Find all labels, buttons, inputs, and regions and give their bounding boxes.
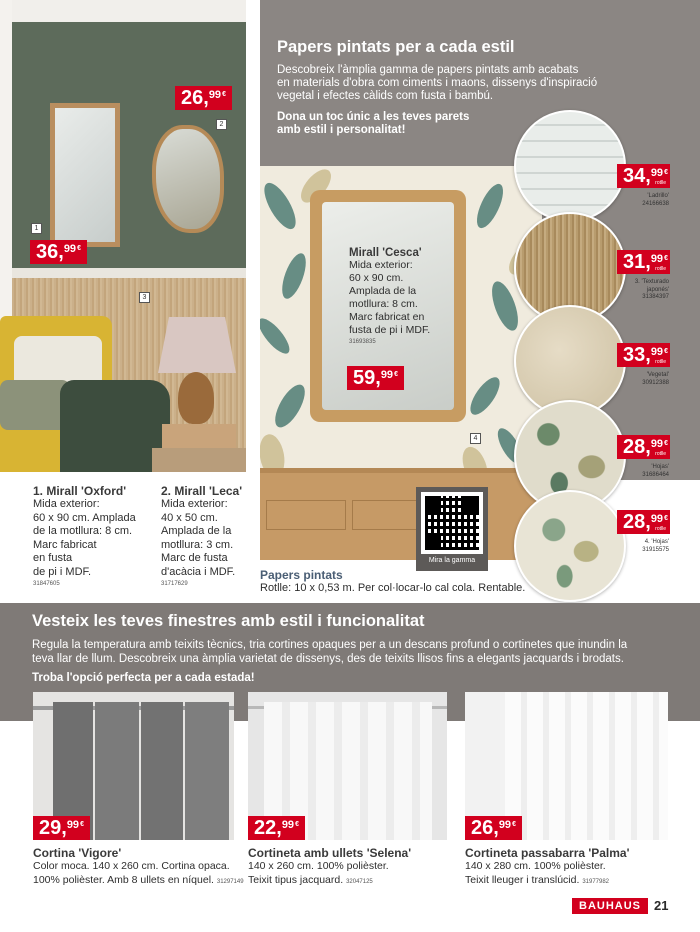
product-cesca-title: Mirall 'Cesca' <box>349 247 422 259</box>
product-palma-title: Cortineta passabarra 'Palma' <box>465 846 630 860</box>
curtains-tagline: Troba l'opció perfecta per a cada estada! <box>32 672 255 684</box>
price-tag-ladrillo: 34, 99 € rotlle <box>617 164 670 188</box>
wallpaper-intro: Descobreix l'àmplia gamma de papers pintats amb acabats en materials d'obra com ciments i maons, dissenys d'inspiració vegetal i efectes càlids com fusta i bambú. <box>277 64 598 102</box>
product-leca-ref: 31717629 <box>161 581 188 587</box>
swatch-label-hojas-4: 4. 'Hojas' 31915575 <box>642 539 669 553</box>
product-vigore-title: Cortina 'Vigore' <box>33 846 122 860</box>
product-selena <box>248 846 463 889</box>
price-tag-cesca: 59, 99 € <box>347 366 404 390</box>
page-number: 21 <box>654 898 669 913</box>
product-leca-text: Mida exterior: 40 x 50 cm. Amplada de la motllura: 3 cm. Marc de fusta d'acàcia i MDF. <box>161 498 236 578</box>
qr-code-image <box>421 492 483 554</box>
swatch-label-ladrillo: 'Ladrillo' 24166638 <box>642 193 669 207</box>
product-palma <box>465 846 685 889</box>
product-cesca-text: Mida exterior: 60 x 90 cm. Amplada de la motllura: 8 cm. Marc fabricat en fusta de pi i MDF. <box>349 259 431 336</box>
product-palma-text: 140 x 280 cm. 100% polièster. Teixit lleuger i translúcid. 31977982 <box>465 860 610 886</box>
product-leca-title: 2. Mirall 'Leca' <box>161 484 243 498</box>
tag-number-2: 2 <box>216 119 227 130</box>
curtains-heading: Vesteix les teves finestres amb estil i funcionalitat <box>32 612 425 630</box>
price-tag-oxford: 36, 99 € <box>30 240 87 264</box>
price-tag-vigore: 29, 99 € <box>33 816 90 840</box>
swatch-label-hojas: 'Hojas' 31686464 <box>642 464 669 478</box>
price-tag-texturado: 31, 99 € rotlle <box>617 250 670 274</box>
wallpaper-product-text: Rotlle: 10 x 0,53 m. Per col·locar-lo cal cola. Rentable. <box>260 582 526 594</box>
price-tag-vegetal: 33, 99 € rotlle <box>617 343 670 367</box>
wallpaper-swatch-ladrillo <box>514 110 626 222</box>
product-oxford <box>33 484 153 587</box>
wallpaper-room-photo <box>260 166 542 560</box>
product-vigore-text: Color moca. 140 x 260 cm. Cortina opaca. 100% polièster. Amb 8 ullets en níquel. 31297149 <box>33 860 244 886</box>
qr-code[interactable] <box>416 487 488 571</box>
room-photo <box>0 0 246 472</box>
wallpaper-product-title: Papers pintats <box>260 568 343 582</box>
product-selena-ref: 32047125 <box>346 878 373 885</box>
price-tag-leca: 26, 99 € <box>175 86 232 110</box>
swatch-label-vegetal: 'Vegetal' 30912388 <box>642 372 669 386</box>
product-oxford-ref: 31847605 <box>33 581 60 587</box>
product-selena-title: Cortineta amb ullets 'Selena' <box>248 846 412 860</box>
product-cesca-ref: 31693835 <box>349 339 376 345</box>
product-oxford-text: Mida exterior: 60 x 90 cm. Amplada de la motllura: 8 cm. Marc fabricat en fusta de pi i MDF. <box>33 498 136 578</box>
wallpaper-heading: Papers pintats per a cada estil <box>277 38 515 56</box>
mirror-leca <box>152 125 224 233</box>
product-vigore <box>33 846 248 889</box>
curtains-intro: Regula la temperatura amb teixits tècnics, tria cortines opaques per a un descans profund o cortinetes que inundin la teva llar de llum. Descobreix una àmplia varietat de dissenys, des de teixits llisos fins a elegants jacquards i brodats. <box>32 639 628 665</box>
price-tag-selena: 22, 99 € <box>248 816 305 840</box>
wallpaper-product <box>260 568 525 596</box>
mirror-oxford <box>50 103 120 247</box>
tag-number-1: 1 <box>31 223 42 234</box>
lamp <box>158 317 236 373</box>
swatch-label-texturado: 3. 'Texturado japonés' 31384397 <box>634 279 669 300</box>
price-tag-hojas-4: 28, 99 € rotlle <box>617 510 670 534</box>
product-cesca <box>349 247 449 345</box>
product-selena-text: 140 x 260 cm. 100% polièster. Teixit tipus jacquard. 32047125 <box>248 860 389 886</box>
price-tag-palma: 26, 99 € <box>465 816 522 840</box>
wallpaper-tagline: Dona un toc únic a les teves parets amb estil i personalitat! <box>277 111 470 136</box>
tag-number-4: 4 <box>470 433 481 444</box>
product-vigore-ref: 31297149 <box>216 878 244 885</box>
qr-code-label: Mira la gamma <box>428 557 476 564</box>
product-leca <box>161 484 251 587</box>
product-palma-ref: 31977982 <box>582 878 610 885</box>
tag-number-3: 3 <box>139 292 150 303</box>
price-tag-hojas: 28, 99 € rotlle <box>617 435 670 459</box>
product-oxford-title: 1. Mirall 'Oxford' <box>33 484 127 498</box>
wallpaper-swatch-hojas-4 <box>514 490 626 602</box>
bauhaus-logo: BAUHAUS <box>572 898 648 914</box>
